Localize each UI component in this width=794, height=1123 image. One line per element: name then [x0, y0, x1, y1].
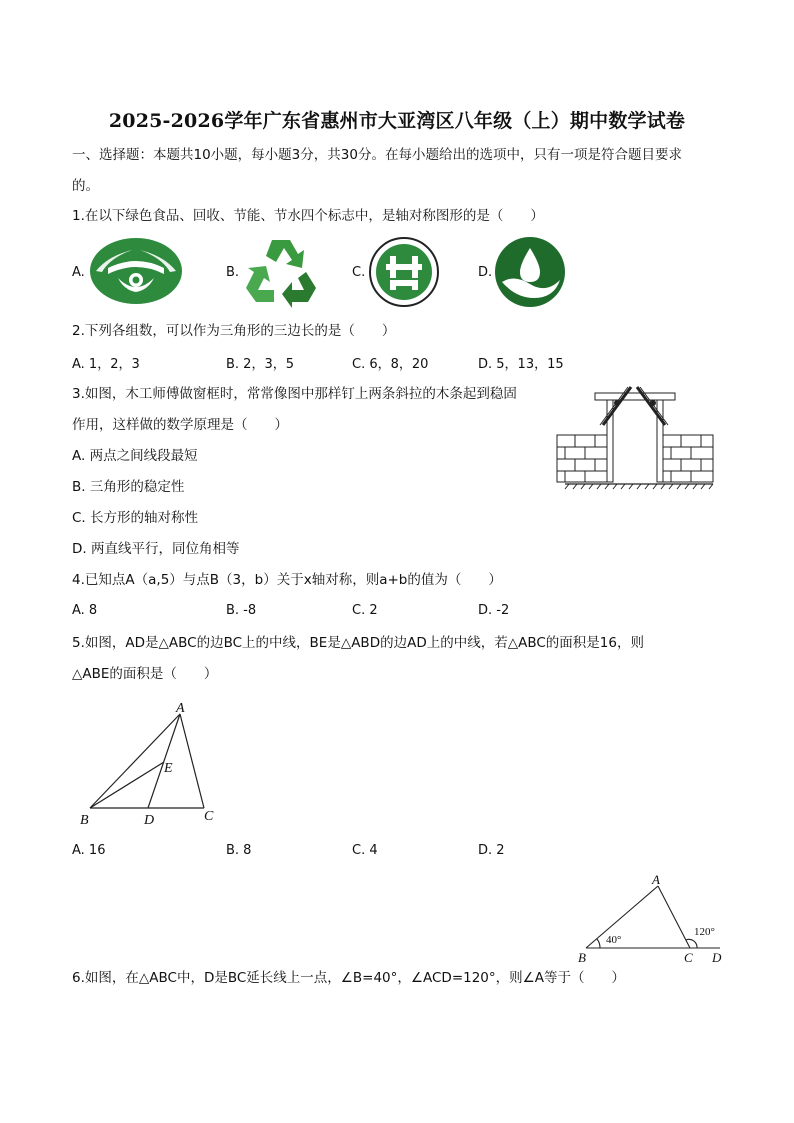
q4-stem-post: 关于x轴对称，则a+b的值为（ ） [276, 572, 502, 588]
q4-option-d: D. -2 [478, 603, 510, 618]
q3-option-c: C. 长方形的轴对称性 [72, 510, 199, 526]
q5-option-a: A. 16 [72, 843, 106, 858]
q5-label-a: A [176, 701, 185, 716]
q2-option-b: B. 2，3，5 [226, 357, 294, 372]
q1-option-a: A. [72, 265, 85, 280]
section-heading: 一、选择题：本题共10小题，每小题3分，共30分。在每小题给出的选项中，只有一项是符合题目要求 [72, 147, 682, 163]
q5-triangle-figure [76, 700, 226, 830]
q6-angle-b-label: 40° [606, 934, 622, 946]
q1-stem: 1.在以下绿色食品、回收、节能、节水四个标志中，是轴对称图形的是（ ） [72, 208, 544, 224]
energy-saving-logo-icon [368, 236, 440, 308]
q2-option-a: A. 1，2，3 [72, 357, 140, 372]
q1-option-c: C. [352, 265, 366, 280]
q4-stem [72, 571, 502, 589]
q4-point-a: A（a,5） [125, 572, 183, 588]
q6-label-d: D [712, 950, 722, 965]
page-title: 2025-2026学年广东省惠州市大亚湾区八年级（上）期中数学试卷 [108, 110, 686, 132]
q6-stem: 6.如图，在△ABC中，D是BC延长线上一点，∠B=40°，∠ACD=120°，则∠A等于（ ） [72, 970, 625, 986]
q5-option-c: C. 4 [352, 843, 378, 858]
q3-option-b: B. 三角形的稳定性 [72, 479, 185, 495]
q5-option-b: B. 8 [226, 843, 252, 858]
q5-option-d: D. 2 [478, 843, 505, 858]
q6-angle-acd-label: 120° [694, 926, 715, 938]
q4-stem-pre: 4.已知点 [72, 572, 126, 588]
q6-triangle-figure [574, 872, 730, 966]
green-food-logo-icon [88, 236, 184, 306]
q4-option-a: A. 8 [72, 603, 98, 618]
q4-option-c: C. 2 [352, 603, 378, 618]
q1-option-b: B. [226, 265, 240, 280]
q2-option-c: C. 6，8，20 [352, 357, 429, 372]
q4-option-b: B. -8 [226, 603, 257, 618]
q4-stem-mid: 与点 [182, 572, 210, 588]
q5-stem-line2: △ABE的面积是（ ） [72, 666, 218, 682]
water-saving-logo-icon [494, 236, 566, 308]
q1-option-d: D. [478, 265, 493, 280]
q3-option-d: D. 两直线平行，同位角相等 [72, 541, 240, 557]
q2-option-d: D. 5，13，15 [478, 357, 564, 372]
q5-label-e: E [164, 761, 173, 776]
q4-point-b: B（3，b） [209, 572, 277, 588]
q6-label-a: A [652, 872, 660, 887]
q5-stem-line1: 5.如图，AD是△ABC的边BC上的中线，BE是△ABD的边AD上的中线，若△ABC的面积是16，则 [72, 635, 644, 651]
q2-stem: 2.下列各组数，可以作为三角形的三边长的是（ ） [72, 323, 396, 339]
q6-label-b: B [578, 950, 586, 965]
q5-label-c: C [204, 809, 214, 824]
q3-option-a: A. 两点之间线段最短 [72, 448, 198, 464]
window-frame-figure [555, 385, 717, 491]
q5-label-d: D [144, 813, 155, 828]
recycle-logo-icon [244, 236, 318, 306]
q6-label-c: C [684, 950, 693, 965]
q3-stem-line2: 作用，这样做的数学原理是（ ） [72, 417, 288, 433]
q3-stem-line1: 3.如图，木工师傅做窗框时，常常像图中那样钉上两条斜拉的木条起到稳固 [72, 386, 517, 402]
section-heading-cont: 的。 [72, 178, 99, 194]
q5-label-b: B [80, 813, 89, 828]
